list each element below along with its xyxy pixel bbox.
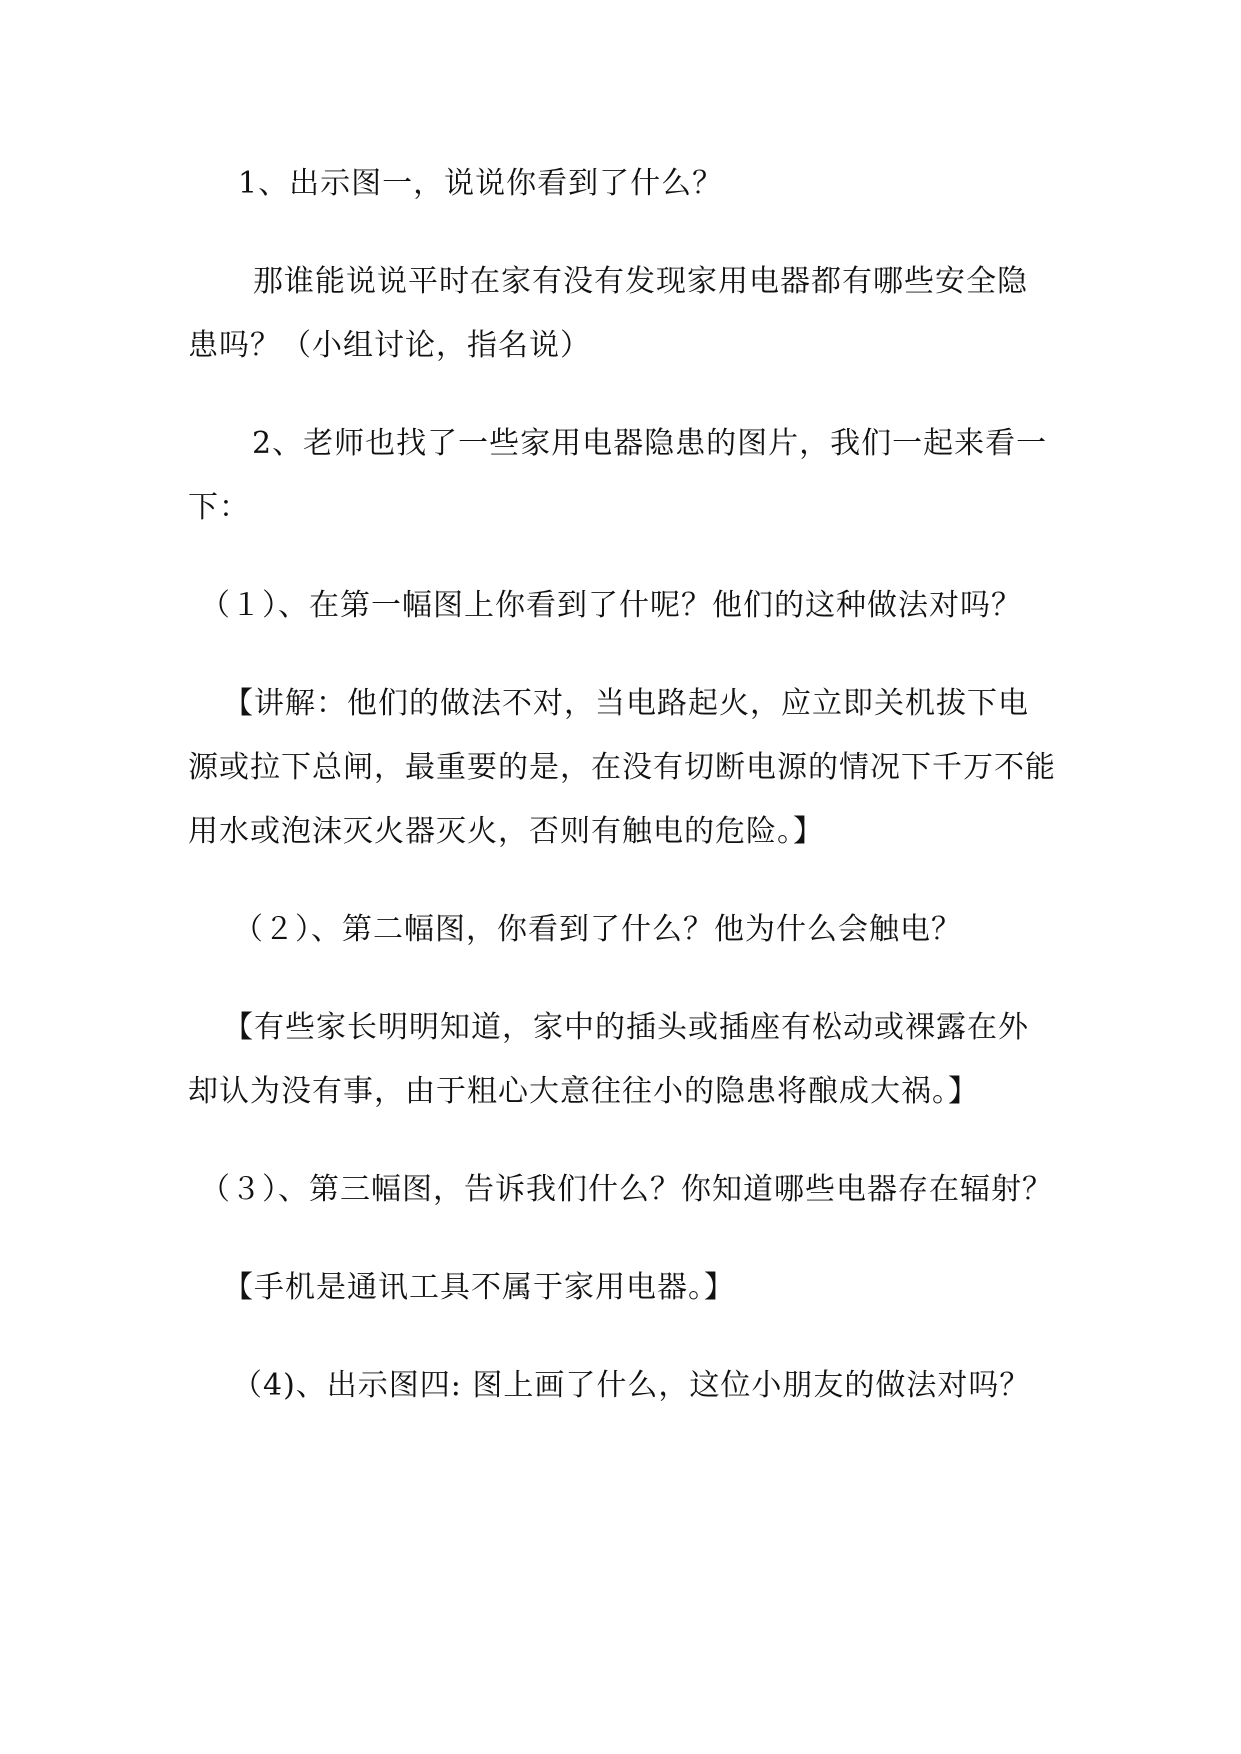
document-body (188, 152, 1058, 1418)
paragraph-3: 2、老师也找了一些家用电器隐患的图片，我们一起来看一下： (188, 426, 1048, 525)
paragraph-10: （4)、出示图四: 图上画了什么，这位小朋友的做法对吗？ (232, 1368, 1031, 1403)
paragraph-7: 【有些家长明明知道，家中的插头或插座有松动或裸露在外却认为没有事，由于粗心大意往往小的隐患将酿成大祸。】 (188, 1010, 1029, 1109)
paragraph-9: 【手机是通讯工具不属于家用电器。】 (223, 1270, 735, 1305)
paragraph-5: 【讲解：他们的做法不对，当电路起火，应立即关机拔下电源或拉下总闸，最重要的是，在没有切断电源的情况下千万不能用水或泡沫灭火器灭火，否则有触电的危险。】 (188, 686, 1056, 849)
paragraph-4: （１）、在第一幅图上你看到了什呢？他们的这种做法对吗？ (200, 588, 1022, 623)
paragraph-8: （３）、第三幅图，告诉我们什么？你知道哪些电器存在辐射？ (200, 1172, 1053, 1207)
paragraph-1: 1、出示图一，说说你看到了什么？ (238, 166, 724, 201)
paragraph-2: 那谁能说说平时在家有没有发现家用电器都有哪些安全隐患吗？（小组讨论，指名说） (188, 264, 1028, 363)
paragraph-6: （２）、第二幅图，你看到了什么？他为什么会触电？ (233, 912, 962, 947)
